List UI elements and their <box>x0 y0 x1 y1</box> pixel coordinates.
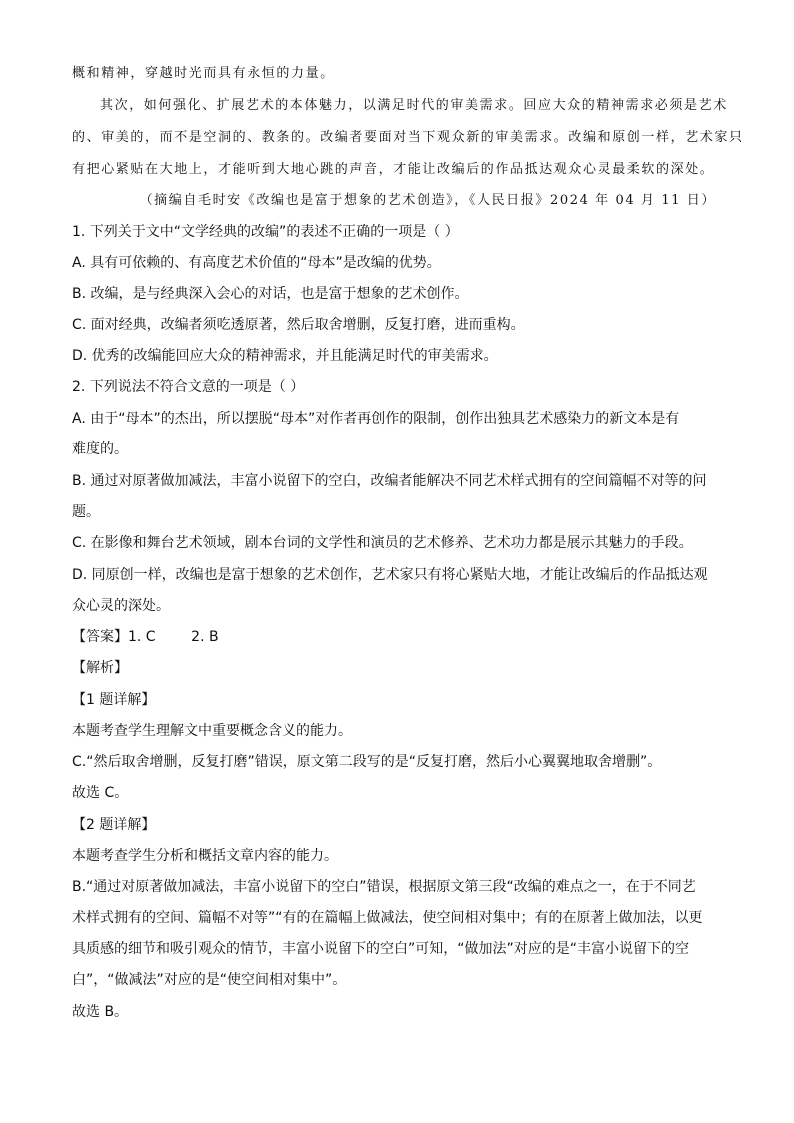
answer-text: 1. C 2. B <box>128 629 219 645</box>
detail-1-line-2: C.“然后取舍增删，反复打磨”错误，原文第二段写的是“反复打磨，然后小心翼翼地取舍增删”。 <box>72 754 662 770</box>
detail-2-line-1: 本题考查学生分析和概括文章内容的能力。 <box>72 848 338 864</box>
question-1-option-d: D. 优秀的改编能回应大众的精神需求，并且能满足时代的审美需求。 <box>72 348 498 364</box>
question-2-option-b-line-2: 题。 <box>72 504 100 520</box>
detail-1-heading: 【1 题详解】 <box>72 692 156 708</box>
answer-line <box>72 627 219 647</box>
question-1-option-c: C. 面对经典，改编者须吃透原著，然后取舍增删，反复打磨，进而重构。 <box>72 317 525 333</box>
question-2-option-a-line-2: 难度的。 <box>72 441 128 457</box>
answer-label: 【答案】 <box>72 629 128 645</box>
question-2-option-c: C. 在影像和舞台艺术领域，剧本台词的文学性和演员的艺术修养、艺术功力都是展示其魅力的手段。 <box>72 535 693 551</box>
detail-2-line-4: 具质感的细节和吸引观众的情节，丰富小说留下的空白”可知，“做加法”对应的是“丰富小说留下的空 <box>72 941 690 957</box>
detail-2-line-5: 白”，“做减法”对应的是“使空间相对集中”。 <box>72 972 347 988</box>
passage-line-3: 的、审美的，而不是空洞的、教条的。改编者要面对当下观众新的审美需求。改编和原创一样，艺术家只 <box>72 130 744 145</box>
passage-source: （摘编自毛时安《改编也是富于想象的艺术创造》，《人民日报》2024 年 04 月 11 日） <box>139 193 716 208</box>
question-2-option-a-line-1: A. 由于“母本”的杰出，所以摆脱“母本”对作者再创作的限制，创作出独具艺术感染力的新文本是有 <box>72 411 680 427</box>
question-2-option-b-line-1: B. 通过对原著做加减法，丰富小说留下的空白，改编者能解决不同艺术样式拥有的空间篇幅不对等的问 <box>72 473 707 489</box>
detail-1-line-3: 故选 C。 <box>72 785 129 801</box>
detail-2-line-6: 故选 B。 <box>72 1004 129 1020</box>
question-1-option-a: A. 具有可依赖的、有高度艺术价值的“母本”是改编的优势。 <box>72 255 441 271</box>
passage-line-1: 概和精神，穿越时光而具有永恒的力量。 <box>72 66 335 81</box>
detail-2-line-2: B.“通过对原著做加减法，丰富小说留下的空白”错误，根据原文第三段“改编的难点之一，在于不同艺 <box>72 879 696 895</box>
passage-line-2: 其次，如何强化、扩展艺术的本体魅力，以满足时代的审美需求。回应大众的精神需求必须是艺术 <box>100 98 728 113</box>
detail-1-line-1: 本题考查学生理解文中重要概念含义的能力。 <box>72 723 352 739</box>
question-1-stem: 1. 下列关于文中“文学经典的改编”的表述不正确的一项是（ ） <box>72 224 459 240</box>
analysis-label: 【解析】 <box>72 660 128 676</box>
detail-2-line-3: 术样式拥有的空间、篇幅不对等”“有的在篇幅上做减法，使空间相对集中；有的在原著上做加法，以更 <box>72 910 703 926</box>
question-2-stem: 2. 下列说法不符合文意的一项是（ ） <box>72 379 305 395</box>
question-1-option-b: B. 改编，是与经典深入会心的对话，也是富于想象的艺术创作。 <box>72 286 469 302</box>
question-2-option-d-line-1: D. 同原创一样，改编也是富于想象的艺术创作，艺术家只有将心紧贴大地，才能让改编后的作品抵达观 <box>72 567 708 583</box>
detail-2-heading: 【2 题详解】 <box>72 817 156 833</box>
question-2-option-d-line-2: 众心灵的深处。 <box>72 598 170 614</box>
passage-line-4: 有把心紧贴在大地上，才能听到大地心跳的声音，才能让改编后的作品抵达观众心灵最柔软的深处。 <box>72 162 715 177</box>
